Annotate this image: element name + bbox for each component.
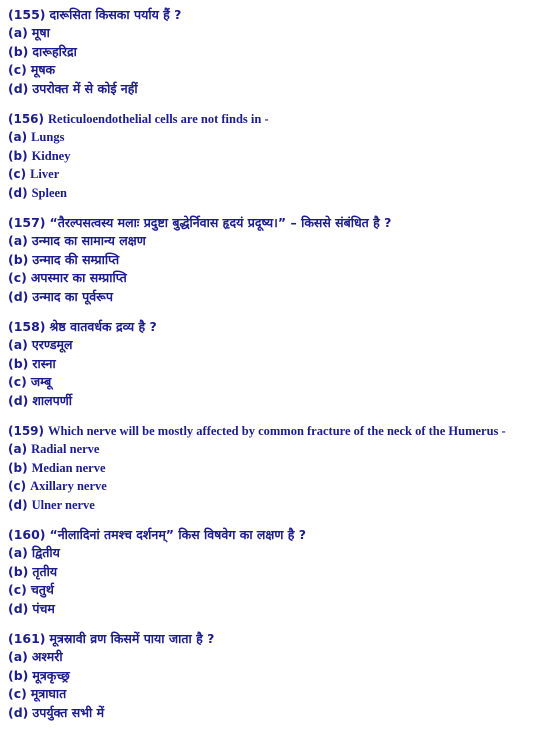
- option-letter: (a): [8, 337, 28, 352]
- option-c[interactable]: [8, 477, 527, 496]
- question-158: [8, 318, 527, 410]
- option-text: पंचम: [32, 600, 55, 616]
- option-letter: (c): [8, 686, 27, 701]
- question-stem: “नीलादिनां तमश्च दर्शनम्” किस विषवेग का लक्षण है ?: [49, 527, 307, 542]
- option-text: चतुर्थ: [30, 582, 54, 597]
- question-number: (157): [8, 215, 46, 230]
- option-letter: (a): [8, 649, 28, 664]
- question-number: (159): [8, 424, 45, 438]
- option-text: उन्माद का सामान्य लक्षण: [31, 233, 146, 248]
- option-text: Radial nerve: [31, 442, 100, 456]
- option-text: तृतीय: [32, 563, 58, 579]
- option-letter: (d): [8, 704, 29, 720]
- option-letter: (d): [8, 497, 28, 512]
- option-c[interactable]: [8, 581, 527, 600]
- option-letter: (b): [8, 43, 29, 59]
- option-d[interactable]: [8, 496, 527, 515]
- option-c[interactable]: [8, 685, 527, 704]
- option-a[interactable]: [8, 128, 527, 147]
- option-letter: (c): [8, 582, 27, 597]
- option-text: अपस्मार का सम्प्राप्ति: [30, 270, 127, 285]
- option-letter: (b): [8, 667, 29, 683]
- question-156: [8, 110, 527, 202]
- option-letter: (b): [8, 355, 29, 371]
- option-letter: (d): [8, 288, 29, 304]
- option-letter: (c): [8, 62, 27, 77]
- option-text: जम्बू: [30, 374, 52, 389]
- question-159: [8, 422, 527, 514]
- question-stem: “तैरल्पसत्वस्य मलाः प्रदुष्टा बुद्धेर्निवास हृदयं प्रदूष्य।” – किससे संबंधित है ?: [49, 215, 392, 230]
- option-letter: (a): [8, 130, 28, 144]
- question-number: (160): [8, 527, 46, 542]
- option-b[interactable]: [8, 43, 527, 62]
- option-a[interactable]: [8, 336, 527, 355]
- option-letter: (a): [8, 545, 28, 560]
- option-b[interactable]: [8, 459, 527, 478]
- option-text: एरण्डमूल: [31, 337, 73, 352]
- option-text: Spleen: [31, 185, 67, 200]
- question-text: [8, 214, 527, 232]
- question-stem: Reticuloendothelial cells are not finds in -: [48, 112, 269, 126]
- question-text: [8, 318, 527, 336]
- option-text: Axillary nerve: [30, 479, 107, 493]
- option-letter: (c): [8, 270, 27, 285]
- option-text: उपर्युक्त सभी में: [32, 704, 105, 720]
- question-stem: श्रेष्ठ वातवर्धक द्रव्य है ?: [49, 319, 157, 334]
- option-text: मूत्रकृच्छ्र: [32, 667, 70, 683]
- option-text: Lungs: [31, 130, 65, 144]
- option-d[interactable]: [8, 184, 527, 203]
- option-d[interactable]: [8, 80, 527, 99]
- option-text: उन्माद का पूर्वरूप: [32, 288, 113, 304]
- option-letter: (c): [8, 167, 27, 181]
- option-letter: (b): [8, 251, 29, 267]
- question-number: (156): [8, 112, 45, 126]
- question-157: [8, 214, 527, 306]
- option-text: द्वितीय: [31, 545, 60, 560]
- option-text: शालपर्णी: [32, 392, 72, 408]
- option-c[interactable]: [8, 61, 527, 80]
- option-c[interactable]: [8, 373, 527, 392]
- option-d[interactable]: [8, 704, 527, 723]
- option-letter: (c): [8, 374, 27, 389]
- question-stem: Which nerve will be mostly affected by common fracture of the neck of the Humerus -: [48, 424, 506, 438]
- option-text: उपरोक्त में से कोई नहीं: [32, 80, 138, 96]
- option-letter: (b): [8, 148, 28, 163]
- question-text: [8, 422, 527, 440]
- option-letter: (b): [8, 563, 29, 579]
- option-text: उन्माद की सम्प्राप्ति: [32, 251, 120, 267]
- option-text: Kidney: [31, 148, 71, 163]
- option-letter: (d): [8, 392, 29, 408]
- option-d[interactable]: [8, 392, 527, 411]
- option-a[interactable]: [8, 648, 527, 667]
- question-number: (161): [8, 631, 46, 646]
- option-letter: (a): [8, 233, 28, 248]
- option-b[interactable]: [8, 251, 527, 270]
- option-text: रास्ना: [32, 355, 56, 371]
- option-d[interactable]: [8, 600, 527, 619]
- option-text: मूषक: [30, 62, 56, 77]
- option-letter: (c): [8, 479, 27, 493]
- option-a[interactable]: [8, 24, 527, 43]
- option-letter: (a): [8, 25, 28, 40]
- option-text: Liver: [30, 167, 60, 181]
- option-b[interactable]: [8, 355, 527, 374]
- question-text: [8, 630, 527, 648]
- question-160: [8, 526, 527, 618]
- option-text: मूषा: [31, 25, 50, 40]
- question-155: [8, 6, 527, 98]
- question-stem: दारूसिता किसका पर्याय हैं ?: [49, 7, 182, 22]
- option-c[interactable]: [8, 269, 527, 288]
- option-a[interactable]: [8, 440, 527, 459]
- option-text: Median nerve: [31, 460, 106, 475]
- option-letter: (d): [8, 185, 28, 200]
- question-stem: मूत्रस्रावी व्रण किसमें पाया जाता है ?: [49, 631, 215, 646]
- question-161: [8, 630, 527, 722]
- question-number: (155): [8, 7, 46, 22]
- question-text: [8, 526, 527, 544]
- option-letter: (a): [8, 442, 28, 456]
- option-a[interactable]: [8, 544, 527, 563]
- question-text: [8, 110, 527, 128]
- option-d[interactable]: [8, 288, 527, 307]
- question-number: (158): [8, 319, 46, 334]
- option-letter: (d): [8, 80, 29, 96]
- option-b[interactable]: [8, 147, 527, 166]
- option-a[interactable]: [8, 232, 527, 251]
- option-text: दारूहरिद्रा: [32, 43, 77, 59]
- option-text: मूत्राघात: [30, 686, 67, 701]
- option-c[interactable]: [8, 165, 527, 184]
- option-b[interactable]: [8, 563, 527, 582]
- option-letter: (b): [8, 460, 28, 475]
- option-b[interactable]: [8, 667, 527, 686]
- question-text: [8, 6, 527, 24]
- option-text: अश्मरी: [31, 649, 63, 664]
- option-letter: (d): [8, 600, 29, 616]
- option-text: Ulner nerve: [31, 497, 95, 512]
